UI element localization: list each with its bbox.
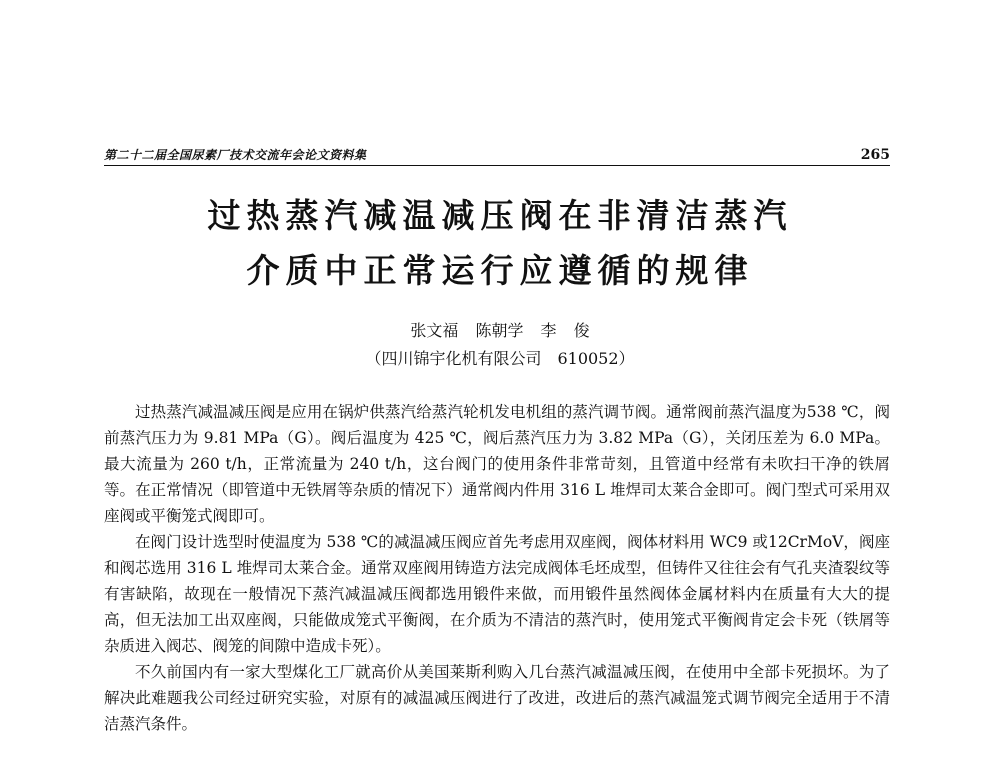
journal-name: 第二十二届全国尿素厂技术交流年会论文资料集 [104, 148, 367, 162]
body-text [104, 399, 890, 737]
paragraph-2: 在阀门设计选型时使温度为 538 ℃的减温减压阀应首先考虑用双座阀，阀体材料用 WC9 或12CrMoV，阀座和阀芯选用 316 L 堆焊司太莱合金。通常双座阀用铸造方法完成阀体毛坯成型，但铸件又往往会有气孔夹渣裂纹等有害缺陷，故现在一般情况下蒸汽减温减压阀都选用锻件来做，而用锻件虽然阀体金属材料内在质量有大大的提高，但无法加工出双座阀，只能做成笼式平衡阀，在介质为不清洁的蒸汽时，使用笼式平衡阀肯定会卡死（铁屑等杂质进入阀芯、阀笼的间隙中造成卡死）。 [104, 533, 890, 655]
paper-title-line-1: 过热蒸汽减温减压阀在非清洁蒸汽 [207, 196, 793, 235]
page-number: 265 [860, 147, 890, 163]
running-head [104, 145, 890, 166]
paragraph-3: 不久前国内有一家大型煤化工厂就高价从美国莱斯利购入几台蒸汽减温减压阀，在使用中全部卡死损坏。为了解决此难题我公司经过研究实验，对原有的减温减压阀进行了改进，改进后的蒸汽减温笼式调节阀完全适用于不清洁蒸汽条件。 [104, 663, 890, 733]
paper-title-line-2: 介质中正常运行应遵循的规律 [246, 251, 754, 290]
affiliation: （四川锦宇化机有限公司 610052） [365, 349, 635, 368]
paragraph-1: 过热蒸汽减温减压阀是应用在锅炉供蒸汽给蒸汽轮机发电机组的蒸汽调节阀。通常阀前蒸汽温度为538 ℃，阀前蒸汽压力为 9.81 MPa（G）。阀后温度为 425 ℃，阀后蒸汽压力为 3.82 MPa（G），关闭压差为 6.0 MPa。最大流量为 260 t/h，正常流量为 240 t/h，这台阀门的使用条件非常苛刻，且管道中经常有未吹扫干净的铁屑等。在正常情况（即管道中无铁屑等杂质的情况下）通常阀内件用 316 L 堆焊司太莱合金即可。阀门型式可采用双座阀或平衡笼式阀即可。 [104, 403, 890, 525]
authors: 张文福 陈朝学 李 俊 [410, 321, 590, 340]
